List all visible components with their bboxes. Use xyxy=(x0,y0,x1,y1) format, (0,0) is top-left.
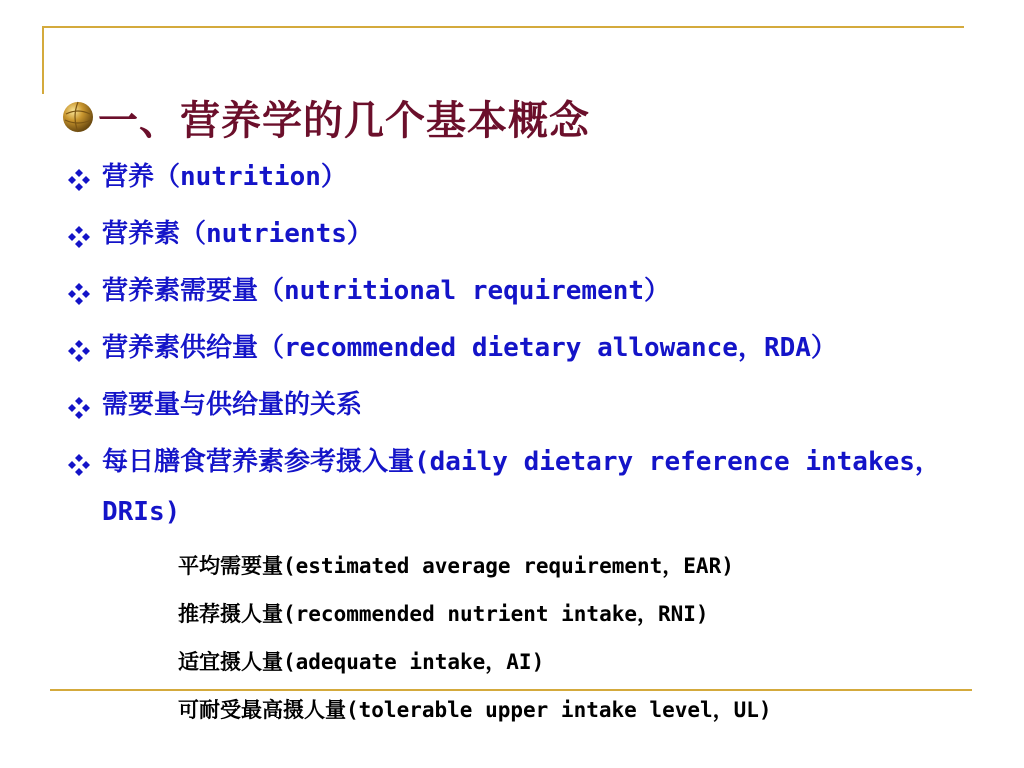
left-rule xyxy=(42,26,44,94)
list-item xyxy=(66,266,966,323)
bullet-list xyxy=(66,152,966,535)
list-item-text: 营养素供给量（recommended dietary allowance，RDA） xyxy=(102,333,837,363)
four-diamond-icon xyxy=(66,395,92,421)
list-item xyxy=(66,323,966,380)
four-diamond-icon xyxy=(66,338,92,364)
list-item-text: 每日膳食营养素参考摄入量(daily dietary reference intakes，DRIs) xyxy=(102,447,941,527)
gold-sphere-icon xyxy=(62,100,94,134)
sub-item: 可耐受最高摄人量(tolerable upper intake level，UL) xyxy=(178,698,772,722)
top-rule xyxy=(42,26,964,28)
four-diamond-icon xyxy=(66,452,92,478)
list-item-text: 营养（nutrition） xyxy=(102,162,347,192)
four-diamond-icon xyxy=(66,281,92,307)
list-item-text: 需要量与供给量的关系 xyxy=(102,390,363,420)
list-item-text: 营养素需要量（nutritional requirement） xyxy=(102,276,671,306)
list-item xyxy=(66,437,966,535)
list-item xyxy=(66,209,966,266)
four-diamond-icon xyxy=(66,224,92,250)
sub-item: 推荐摄人量(recommended nutrient intake，RNI) xyxy=(178,602,709,626)
list-item xyxy=(66,152,966,209)
list-item xyxy=(66,380,966,437)
four-diamond-icon xyxy=(66,167,92,193)
sub-item: 适宜摄人量(adequate intake，AI) xyxy=(178,650,545,674)
page-title: 一、营养学的几个基本概念 xyxy=(98,97,590,144)
sub-list xyxy=(178,542,772,734)
list-item-text: 营养素（nutrients） xyxy=(102,219,373,249)
sub-item: 平均需要量(estimated average requirement，EAR) xyxy=(178,554,734,578)
slide-title xyxy=(62,92,590,142)
